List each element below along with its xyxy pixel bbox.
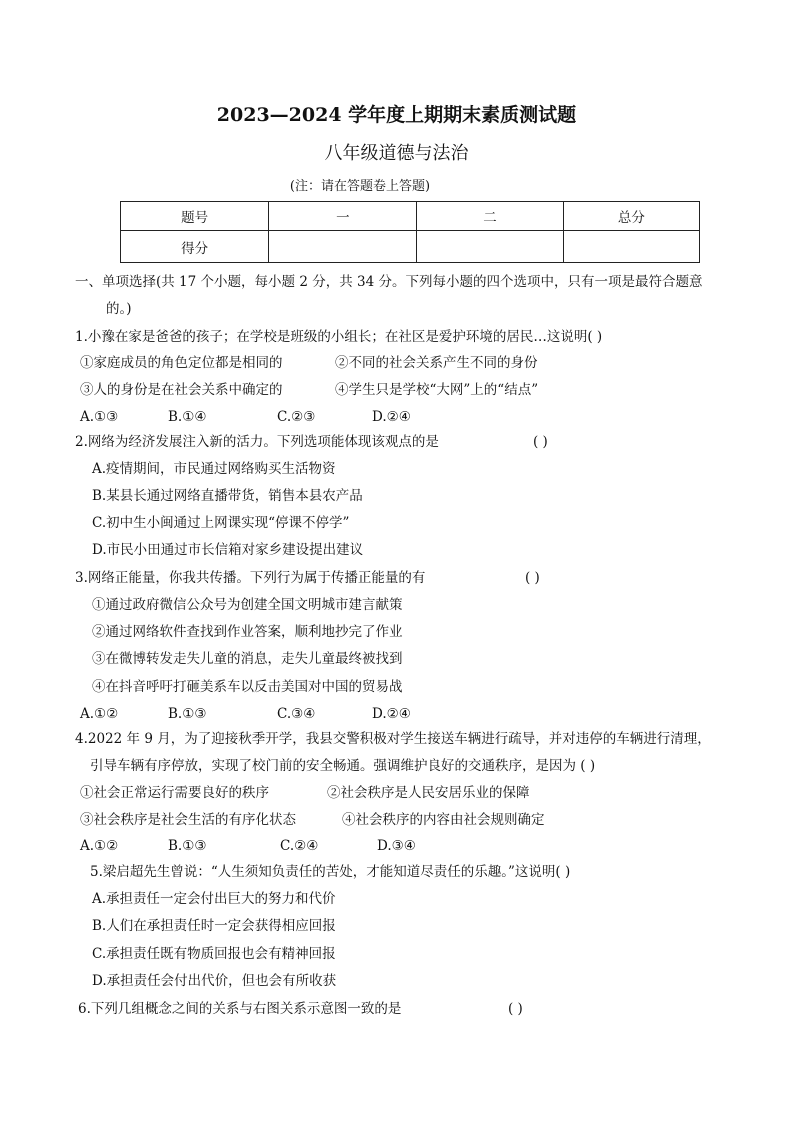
q4-statement-2: ②社会秩序是人民安居乐业的保障	[327, 785, 530, 801]
q5-option-d: D.承担责任会付出代价，但也会有所收获	[92, 973, 337, 989]
q1-option-c: C.②③	[277, 409, 316, 425]
score-row-label: 得分	[121, 231, 269, 263]
q4-option-c: C.②④	[280, 838, 319, 854]
question-3-stem: 3.网络正能量，你我共传播。下列行为属于传播正能量的有	[75, 570, 426, 586]
score-cell-part1	[269, 231, 417, 263]
exam-note: (注：请在答题卷上答题)	[289, 179, 431, 194]
q3-answer-paren: ( )	[525, 570, 540, 586]
q5-option-c: C.承担责任既有物质回报也会有精神回报	[92, 946, 336, 962]
score-table-header-row	[121, 202, 700, 231]
page-subtitle: 八年级道德与法治	[324, 143, 469, 164]
score-cell-total	[563, 231, 699, 263]
question-4-stem: 4.2022 年 9 月，为了迎接秋季开学，我县交警积极对学生接送车辆进行疏导，并对违停的车辆进行清理，	[75, 731, 711, 747]
q2-answer-paren: ( )	[533, 434, 548, 450]
q4-option-d: D.③④	[377, 838, 416, 854]
q3-option-d: D.②④	[372, 706, 411, 722]
score-header-cell: 题号	[121, 202, 269, 231]
score-table	[120, 201, 700, 263]
q2-option-b: B.某县长通过网络直播带货，销售本县农产品	[92, 488, 363, 504]
q3-option-a: A.①②	[80, 706, 119, 722]
score-table-score-row	[121, 231, 700, 263]
question-4-stem-cont: 引导车辆有序停放，实现了校门前的安全畅通。强调维护良好的交通秩序，是因为 ( )	[90, 758, 596, 774]
score-header-cell: 二	[417, 202, 563, 231]
q2-option-c: C.初中生小闽通过上网课实现“停课不停学”	[92, 515, 350, 531]
score-header-cell: 总分	[563, 202, 699, 231]
q6-answer-paren: ( )	[508, 1001, 523, 1017]
q4-option-a: A.①②	[80, 838, 119, 854]
q1-statement-2: ②不同的社会关系产生不同的身份	[335, 355, 538, 371]
q4-statement-4: ④社会秩序的内容由社会规则确定	[342, 812, 545, 828]
q1-statement-3: ③人的身份是在社会关系中确定的	[80, 382, 283, 398]
question-6-stem: 6.下列几组概念之间的关系与右图关系示意图一致的是	[78, 1001, 402, 1017]
q4-option-b: B.①③	[168, 838, 207, 854]
q1-statement-1: ①家庭成员的角色定位都是相同的	[80, 355, 283, 371]
q2-option-a: A.疫情期间，市民通过网络购买生活物资	[92, 461, 336, 477]
question-2-stem: 2.网络为经济发展注入新的活力。下列选项能体现该观点的是	[75, 434, 439, 450]
section-heading-cont: 的。)	[106, 301, 132, 317]
q1-option-a: A.①③	[80, 409, 119, 425]
q3-statement-3: ③在微博转发走失儿童的消息，走失儿童最终被找到	[92, 651, 403, 667]
q1-option-d: D.②④	[372, 409, 411, 425]
question-1-stem: 1.小豫在家是爸爸的孩子；在学校是班级的小组长；在社区是爱护环境的居民…这说明( )	[75, 329, 603, 345]
q4-statement-1: ①社会正常运行需要良好的秩序	[80, 785, 269, 801]
q5-option-a: A.承担责任一定会付出巨大的努力和代价	[92, 891, 336, 907]
q2-option-d: D.市民小田通过市长信箱对家乡建设提出建议	[92, 542, 364, 558]
q4-statement-3: ③社会秩序是社会生活的有序化状态	[80, 812, 296, 828]
q3-option-b: B.①③	[168, 706, 207, 722]
question-5-stem: 5.梁启超先生曾说：“人生须知负责任的苦处，才能知道尽责任的乐趣。”这说明( )	[90, 864, 571, 880]
q1-option-b: B.①④	[168, 409, 207, 425]
q3-statement-1: ①通过政府微信公众号为创建全国文明城市建言献策	[92, 597, 403, 613]
q5-option-b: B.人们在承担责任时一定会获得相应回报	[92, 918, 336, 934]
score-header-cell: 一	[269, 202, 417, 231]
q3-statement-4: ④在抖音呼吁打砸美系车以反击美国对中国的贸易战	[92, 679, 403, 695]
section-heading: 一、单项选择(共 17 个小题，每小题 2 分，共 34 分。下列每小题的四个选项中，只有一项是最符合题意	[75, 274, 703, 290]
page-title: 2023—2024 学年度上期期末素质测试题	[216, 104, 577, 126]
score-cell-part2	[417, 231, 563, 263]
q3-option-c: C.③④	[277, 706, 316, 722]
q1-statement-4: ④学生只是学校“大网”上的“结点”	[335, 382, 539, 398]
q3-statement-2: ②通过网络软件查找到作业答案，顺利地抄完了作业	[92, 624, 403, 640]
